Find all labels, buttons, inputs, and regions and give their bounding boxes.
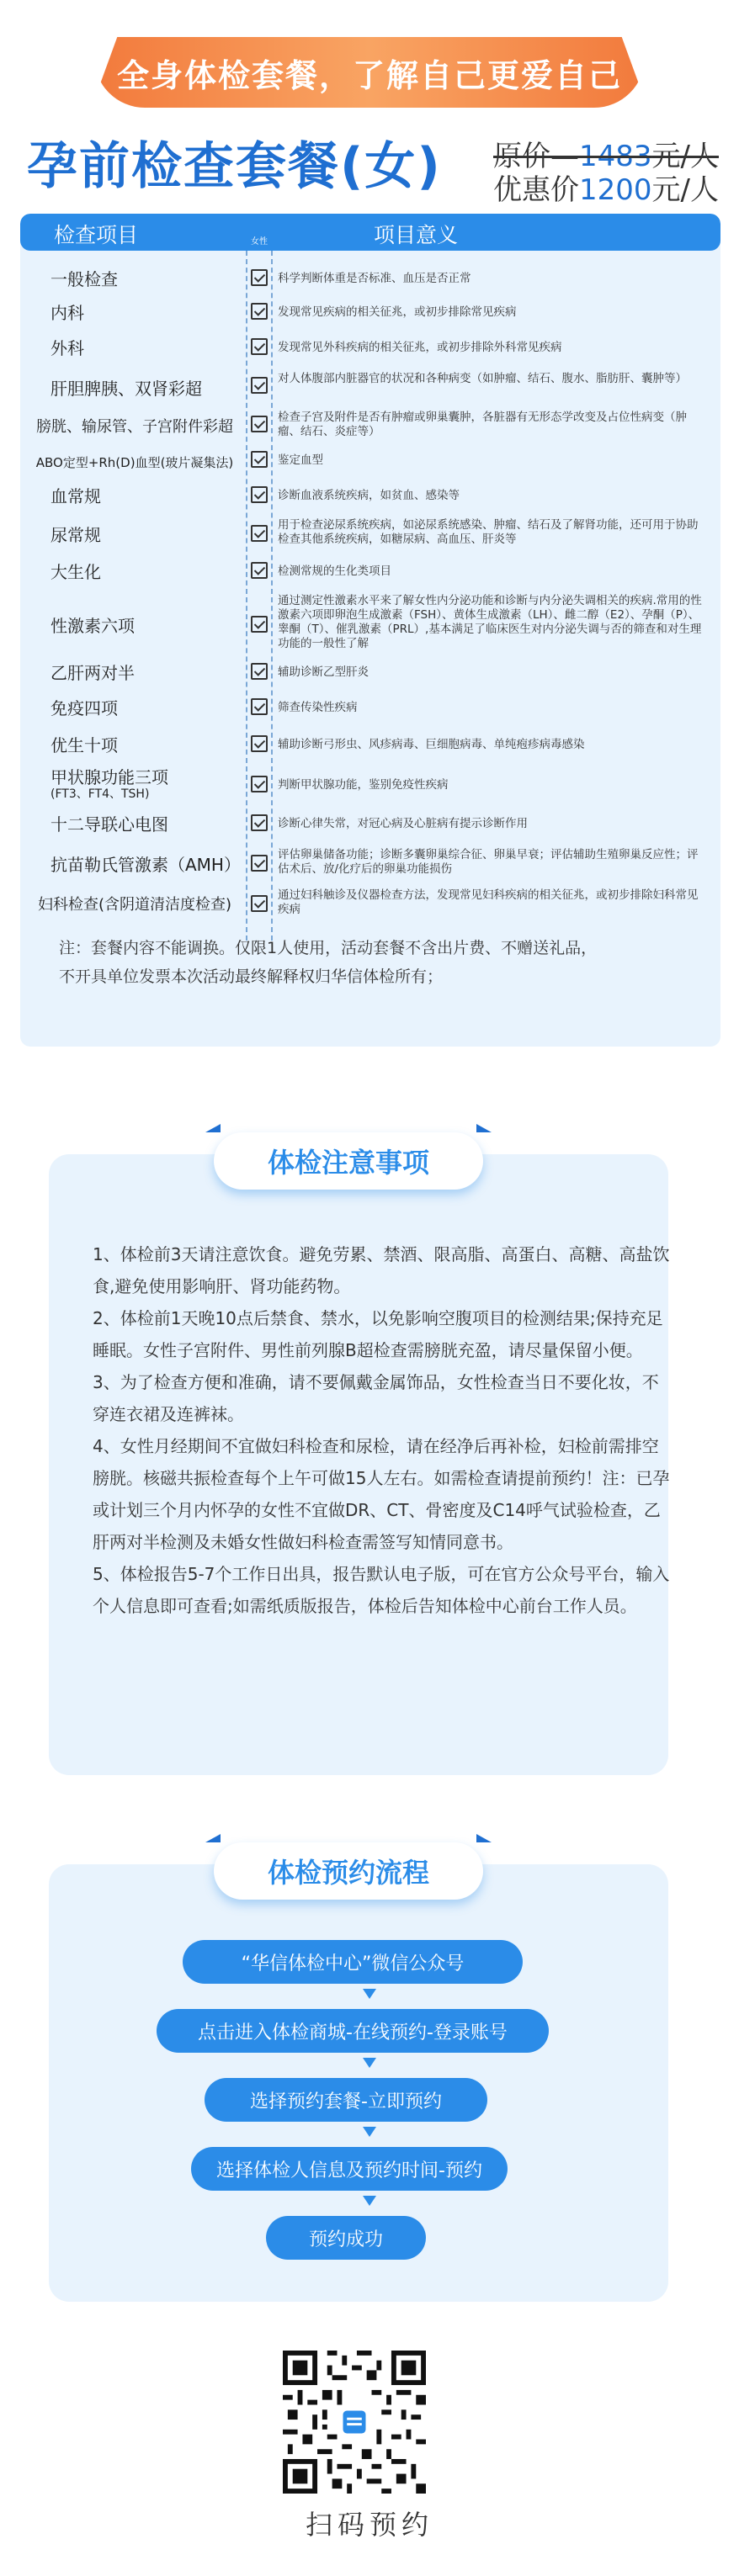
notice-card (49, 1147, 670, 1775)
check-icon (251, 416, 268, 432)
sale-price: 优惠价1200元/人 (493, 173, 719, 207)
arrow-down-icon (363, 2127, 376, 2137)
banner-text: 全身体检套餐，了解自己更爱自己 (116, 56, 622, 94)
arrow-down-icon (363, 2196, 376, 2206)
flow-step-1: “华信体检中心”微信公众号 (183, 1940, 523, 1984)
item-meaning: 检测常规的生化类项目 (278, 564, 391, 578)
col-item-header: 检查项目 (54, 223, 139, 247)
item-name: 大生化 (51, 562, 101, 582)
qr-label: 扫码预约 (305, 2509, 433, 2541)
item-name: 免疫四项 (51, 698, 118, 718)
check-icon (251, 895, 268, 912)
item-name: 十二导联心电图 (51, 814, 168, 835)
item-name: 抗苗勒氏管激素（AMH） (51, 855, 241, 875)
check-icon (251, 855, 268, 872)
item-meaning: 鉴定血型 (278, 453, 323, 467)
flow-step-2: 点击进入体检商城-在线预约-登录账号 (157, 2009, 549, 2053)
item-meaning: 发现常见疾病的相关征兆，或初步排除常见疾病 (278, 305, 517, 319)
item-meaning: 辅助诊断弓形虫、风疹病毒、巨细胞病毒、单纯疱疹病毒感染 (278, 738, 585, 751)
notice-item: 2、体检前1天晚10点后禁食、禁水，以免影响空腹项目的检测结果;保持充足睡眠。女性子宫附件、男性前列腺B超检查需膀胱充盈，请尽量保留小便。 (93, 1308, 663, 1360)
item-meaning: 判断甲状腺功能，鉴别免疫性疾病 (278, 778, 449, 792)
col-meaning-header: 项目意义 (374, 223, 459, 247)
notice-content (93, 1238, 673, 1622)
item-name: ABO定型+Rh(D)血型(玻片凝集法) (35, 455, 234, 470)
item-name: 肝胆脾胰、双肾彩超 (51, 379, 202, 399)
item-meaning: 检查子宫及附件是否有肿瘤或卵巢囊肿，各脏器有无形态学改变及占位性病变（肿瘤、结石、炎症等） (278, 411, 687, 438)
check-icon (251, 776, 268, 792)
arrow-down-icon (363, 1989, 376, 1999)
qr-code[interactable] (283, 2351, 426, 2494)
item-name: 甲状腺功能三项 (51, 767, 168, 787)
item-name: 性激素六项 (51, 616, 135, 636)
item-name-sub: (FT3、FT4、TSH) (51, 787, 150, 801)
flow-step-5: 预约成功 (266, 2216, 426, 2260)
check-icon (251, 814, 268, 831)
check-icon (251, 735, 268, 752)
check-icon (251, 525, 268, 542)
check-icon (251, 451, 268, 468)
table-header (20, 214, 720, 251)
check-icon (251, 663, 268, 680)
notice-item: 1、体检前3天请注意饮食。避免劳累、禁酒、限高脂、高蛋白、高糖、高盐饮食,避免使用影响肝、肾功能药物。 (93, 1244, 670, 1296)
item-meaning: 诊断血液系统疾病，如贫血、感染等 (278, 489, 460, 502)
check-icon (251, 303, 268, 320)
col-female-header: 女性 (251, 237, 268, 246)
top-banner (94, 37, 645, 108)
note-line: 注：套餐内容不能调换。仅限1人使用，活动套餐不含出片费、不赠送礼品， (59, 939, 598, 957)
item-name: 尿常规 (51, 525, 101, 545)
item-name: 优生十项 (51, 735, 118, 755)
item-meaning: 筛查传染性疾病 (278, 701, 358, 714)
price-block (493, 140, 719, 207)
item-meaning: 诊断心律失常，对冠心病及心脏病有提示诊断作用 (278, 817, 528, 830)
check-icon (251, 616, 268, 633)
check-icon (251, 698, 268, 715)
item-name: 血常规 (51, 486, 101, 506)
arrow-down-icon (363, 2058, 376, 2068)
item-meaning: 通过妇科触诊及仪器检查方法，发现常见妇科疾病的相关征兆，或初步排除妇科常见疾病 (278, 888, 699, 916)
notice-title: 体检注意事项 (214, 1132, 483, 1190)
flow-title: 体检预约流程 (214, 1842, 483, 1900)
item-name: 膀胱、输尿管、子宫附件彩超 (36, 418, 233, 436)
notice-item: 4、女性月经期间不宜做妇科检查和尿检，请在经净后再补检，妇检前需排空膀胱。核磁共振检查每个上午可做15人左右。如需检查请提前预约！注：已孕或计划三个月内怀孕的女性不宜做DR、CT、骨密度及C14呼气试验检查，乙肝两对半检测及未婚女性做妇科检查需签写知情同意书。 (93, 1436, 670, 1552)
notice-item: 5、体检报告5-7个工作日出具，报告默认电子版，可在官方公众号平台，输入个人信息即可查看;如需纸质版报告，体检后告知体检中心前台工作人员。 (93, 1564, 670, 1616)
item-name: 一般检查 (51, 269, 118, 289)
check-icon (251, 377, 268, 394)
column-divider (271, 251, 273, 941)
item-meaning: 发现常见外科疾病的相关征兆，或初步排除外科常见疾病 (278, 341, 562, 354)
check-icon (251, 562, 268, 579)
original-price: 原价—1483元/人 (493, 140, 719, 173)
item-name: 外科 (51, 338, 84, 358)
check-icon (251, 269, 268, 286)
flow-step-3: 选择预约套餐-立即预约 (205, 2078, 487, 2122)
table-note (59, 934, 682, 991)
item-name: 内科 (51, 303, 84, 323)
flow-step-4: 选择体检人信息及预约时间-预约 (191, 2147, 508, 2191)
item-meaning: 用于检查泌尿系统疾病，如泌尿系统感染、肿瘤、结石及了解肾功能，还可用于协助检查其他系统疾病，如糖尿病、高血压、肝炎等 (278, 518, 699, 546)
notice-item: 3、为了检查方便和准确，请不要佩戴金属饰品，女性检查当日不要化妆，不穿连衣裙及连裤袜。 (93, 1372, 659, 1424)
item-meaning: 科学判断体重是否标准、血压是否正常 (278, 272, 471, 285)
item-meaning: 评估卵巢储备功能；诊断多囊卵巢综合征、卵巢早衰；评估辅助生殖卵巢反应性；评估术后、放/化疗后的卵巢功能损伤 (278, 848, 699, 876)
item-meaning: 通过测定性激素水平来了解女性内分泌功能和诊断与内分泌失调相关的疾病.常用的性激素六项即卵泡生成激素（FSH）、黄体生成激素（LH）、雌二醇（E2）、孕酮（P）、睾酮（T）、催乳激素（PRL）,基本满足了临床医生对内分泌失调与否的筛查和对生理功能的一般性了解 (278, 594, 702, 650)
item-meaning: 对人体腹部内脏器官的状况和各种病变（如肿瘤、结石、腹水、脂肪肝、囊肿等） (278, 372, 687, 385)
item-name: 妇科检查(含阴道清洁度检查) (37, 896, 232, 914)
item-name: 乙肝两对半 (51, 663, 135, 683)
package-title: 孕前检查套餐(女) (27, 137, 442, 196)
item-meaning: 辅助诊断乙型肝炎 (278, 665, 369, 679)
package-table (20, 214, 720, 1047)
check-icon (251, 338, 268, 355)
note-line: 不开具单位发票本次活动最终解释权归华信体检所有； (59, 967, 444, 986)
check-icon (251, 486, 268, 503)
